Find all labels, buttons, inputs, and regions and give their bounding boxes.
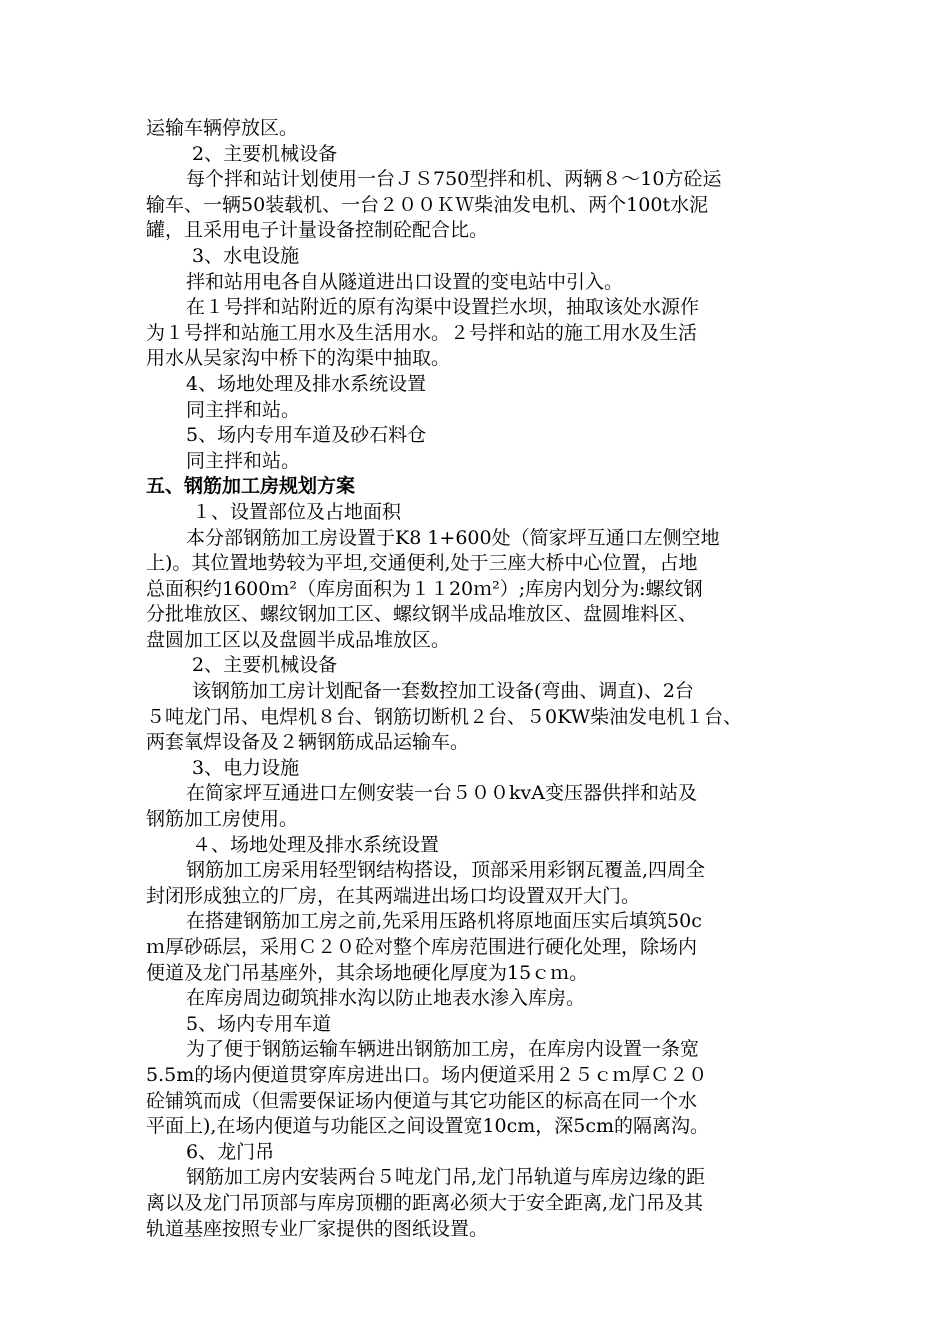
text-line: 平面上),在场内便道与功能区之间设置宽10cm，深5cm的隔离沟。 — [146, 1115, 710, 1138]
text-line: 分批堆放区、螺纹钢加工区、螺纹钢半成品堆放区、盘圆堆料区、 — [146, 603, 698, 626]
text-line: 为１号拌和站施工用水及生活用水。２号拌和站的施工用水及生活 — [146, 321, 698, 344]
text-line: 5、场内专用车道 — [186, 1012, 332, 1035]
text-line: 离以及龙门吊顶部与库房顶棚的距离必须大于安全距离,龙门吊及其 — [146, 1191, 704, 1214]
text-line: 盘圆加工区以及盘圆半成品堆放区。 — [146, 628, 451, 651]
text-line: 罐，且采用电子计量设备控制砼配合比。 — [146, 219, 489, 242]
text-line: 砼铺筑而成（但需要保证场内便道与其它功能区的标高在同一个水 — [146, 1089, 698, 1112]
text-line: 同主拌和站。 — [186, 449, 301, 472]
text-line: ｍ厚砂砾层，采用Ｃ２０砼对整个库房范围进行硬化处理，除场内 — [146, 936, 698, 958]
text-line: ４、场地处理及排水系统设置 — [192, 833, 440, 856]
text-line: 2、主要机械设备 — [192, 654, 338, 677]
text-line: 上)。其位置地势较为平坦,交通便利,处于三座大桥中心位置，占地 — [146, 552, 698, 575]
text-line: 2、主要机械设备 — [192, 142, 338, 165]
text-line: 轨道基座按照专业厂家提供的图纸设置。 — [146, 1217, 489, 1240]
text-line: 用水从吴家沟中桥下的沟渠中抽取。 — [146, 347, 451, 370]
text-line: 运输车辆停放区。 — [146, 117, 299, 139]
text-line: 在库房周边砌筑排水沟以防止地表水渗入库房。 — [186, 987, 586, 1010]
text-line: 钢筋加工房内安装两台５吨龙门吊,龙门吊轨道与库房边缘的距 — [186, 1166, 706, 1189]
text-line: 两套氧焊设备及２辆钢筋成品运输车。 — [146, 731, 470, 754]
text-line: 5.5m的场内便道贯穿库房进出口。场内便道采用２５ｃｍ厚Ｃ２０ — [146, 1063, 708, 1086]
text-line: 拌和站用电各自从隧道进出口设置的变电站中引入。 — [186, 270, 624, 293]
text-line: 在简家坪互通进口左侧安装一台５００kvA变压器供拌和站及 — [186, 782, 697, 805]
text-line: 输车、一辆50装载机、一台２００ＫＷ柴油发电机、两个100t水泥 — [146, 193, 709, 216]
text-line: 4、场地处理及排水系统设置 — [186, 372, 427, 395]
text-line: ５吨龙门吊、电焊机８台、钢筋切断机２台、５0KW柴油发电机１台、 — [146, 705, 743, 728]
text-line: 在１号拌和站附近的原有沟渠中设置拦水坝，抽取该处水源作 — [186, 296, 700, 319]
text-line: 便道及龙门吊基座外，其余场地硬化厚度为15ｃｍ。 — [146, 961, 589, 984]
text-line: 同主拌和站。 — [186, 398, 301, 421]
section-heading: 五、钢筋加工房规划方案 — [146, 475, 356, 498]
text-line: 6、龙门吊 — [186, 1140, 275, 1163]
text-line: 本分部钢筋加工房设置于K8 1+600处（简家坪互通口左侧空地 — [186, 526, 720, 549]
text-line: 总面积约1600ｍ²（库房面积为１１20ｍ²）;库房内划分为:螺纹钢 — [146, 577, 703, 600]
text-line: 封闭形成独立的厂房，在其两端进出场口均设置双开大门。 — [146, 884, 641, 907]
text-line: 3、水电设施 — [192, 244, 300, 267]
text-line: 为了便于钢筋运输车辆进出钢筋加工房，在库房内设置一条宽 — [186, 1038, 700, 1061]
text-line: 5、场内专用车道及砂石料仓 — [186, 424, 427, 447]
text-line: １、设置部位及占地面积 — [192, 500, 402, 523]
text-line: 钢筋加工房采用轻型钢结构搭设，顶部采用彩钢瓦覆盖,四周全 — [186, 859, 706, 882]
text-line: 每个拌和站计划使用一台ＪＳ750型拌和机、两辆８～10方砼运 — [186, 168, 722, 191]
text-line: 钢筋加工房使用。 — [146, 808, 299, 831]
text-line: 该钢筋加工房计划配备一套数控加工设备(弯曲、调直)、2台 — [192, 680, 694, 703]
text-line: 在搭建钢筋加工房之前,先采用压路机将原地面压实后填筑50c — [186, 910, 702, 933]
document-page — [146, 116, 826, 1242]
text-line: 3、电力设施 — [192, 756, 300, 779]
